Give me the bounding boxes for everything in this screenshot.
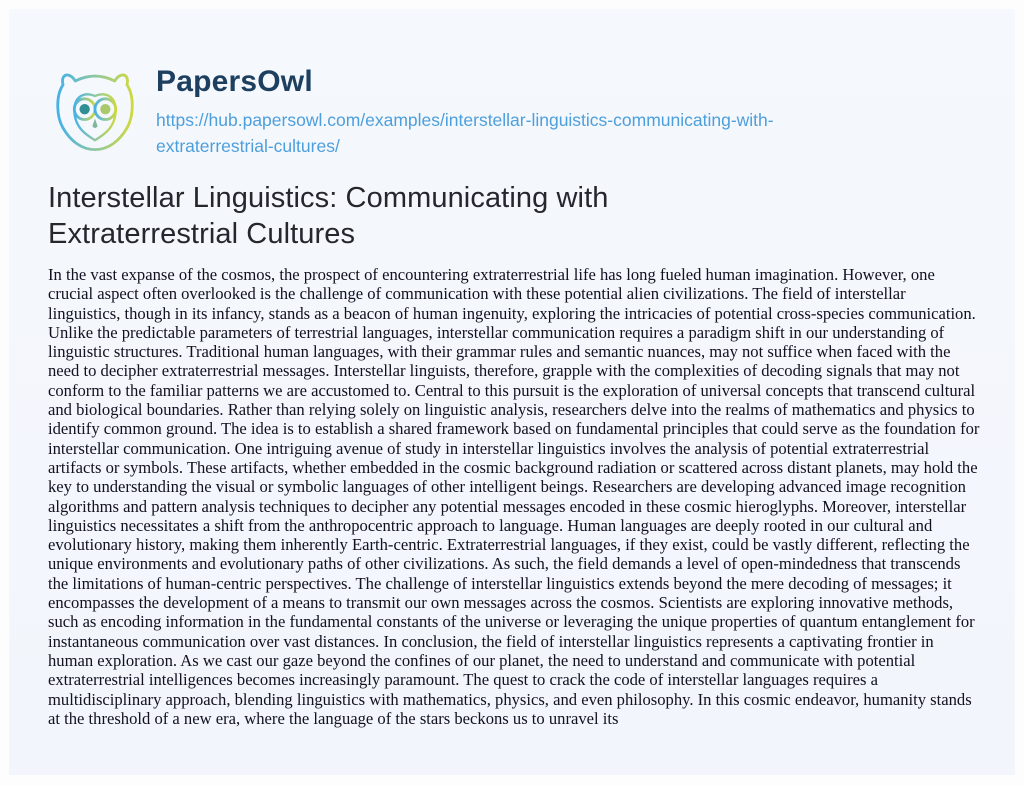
owl-logo-icon: [48, 65, 142, 159]
source-url-link[interactable]: https://hub.papersowl.com/examples/interstellar-linguistics-communicating-with-extraterrestrial-cultures/: [156, 109, 774, 156]
brand-header: [48, 63, 975, 159]
brand-text-block: [156, 63, 851, 159]
document-page: [9, 9, 1015, 775]
brand-name: PapersOwl: [156, 65, 313, 98]
essay-body-text: In the vast expanse of the cosmos, the prospect of encountering extraterrestrial life has long fueled human imagination. However, one crucial aspect often overlooked is the challenge of communication with these potential alien civilizations. The field of interstellar linguistics, though in its infancy, stands as a beacon of human ingenuity, exploring the intricacies of potential cross-species communication. Unlike the predictable parameters of terrestrial languages, interstellar communication requires a paradigm shift in our understanding of linguistic structures. Traditional human languages, with their grammar rules and semantic nuances, may not suffice when faced with the need to decipher extraterrestrial messages. Interstellar linguists, therefore, grapple with the complexities of decoding signals that may not conform to the familiar patterns we are accustomed to. Central to this pursuit is the exploration of universal concepts that transcend cultural and biological boundaries. Rather than relying solely on linguistic analysis, researchers delve into the realms of mathematics and physics to identify common ground. The idea is to establish a shared framework based on fundamental principles that could serve as the foundation for interstellar communication. One intriguing avenue of study in interstellar linguistics involves the analysis of potential extraterrestrial artifacts or symbols. These artifacts, whether embedded in the cosmic background radiation or scattered across distant planets, may hold the key to understanding the visual or symbolic languages of other intelligent beings. Researchers are developing advanced image recognition algorithms and pattern analysis techniques to decipher any potential messages encoded in these cosmic hieroglyphs. Moreover, interstellar linguistics necessitates a shift from the anthropocentric approach to language. Human languages are deeply rooted in our cultural and evolutionary history, making them inherently Earth-centric. Extraterrestrial languages, if they exist, could be vastly different, reflecting the unique environments and evolutionary paths of other civilizations. As such, the field demands a level of open-mindedness that transcends the limitations of human-centric perspectives. The challenge of interstellar linguistics extends beyond the mere decoding of messages; it encompasses the development of a means to transmit our own messages across the cosmos. Scientists are exploring innovative methods, such as encoding information in the fundamental constants of the universe or leveraging the unique properties of quantum entanglement for instantaneous communication over vast distances. In conclusion, the field of interstellar linguistics represents a captivating frontier in human exploration. As we cast our gaze beyond the confines of our planet, the need to understand and communicate with potential extraterrestrial intelligences becomes increasingly paramount. The quest to crack the code of interstellar languages requires a multidisciplinary approach, blending linguistics with mathematics, physics, and even philosophy. In this cosmic endeavor, humanity stands at the threshold of a new era, where the language of the stars beckons us to unravel its: [48, 265, 980, 728]
page-title: Interstellar Linguistics: Communicating with Extraterrestrial Cultures: [48, 182, 609, 250]
papersowl-logo: [48, 65, 142, 159]
